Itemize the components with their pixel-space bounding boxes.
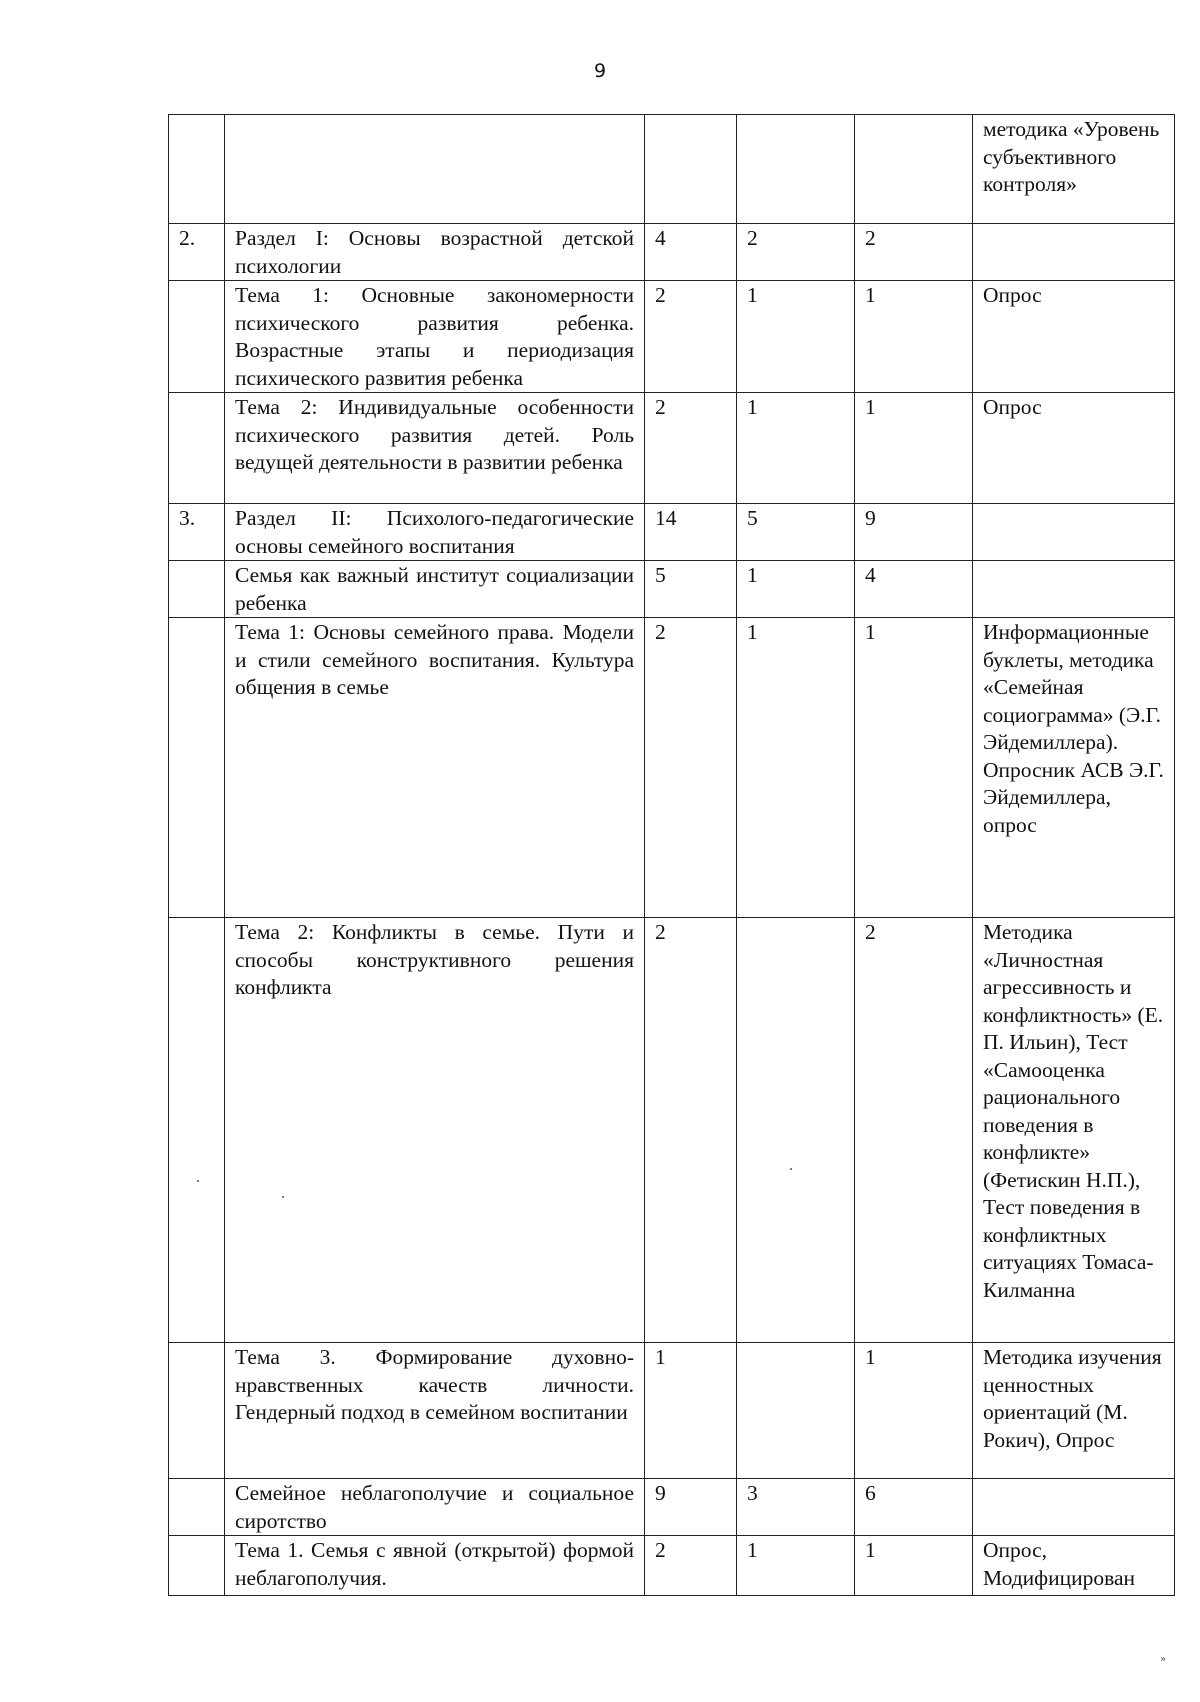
total-hours-cell: 2 — [645, 1536, 737, 1596]
theory-hours-cell — [737, 1343, 855, 1479]
theory-hours-cell: 2 — [737, 224, 855, 281]
practice-hours-cell — [855, 115, 973, 224]
practice-hours-cell: 9 — [855, 504, 973, 561]
total-hours-cell: 4 — [645, 224, 737, 281]
corner-mark: » — [1160, 1654, 1167, 1665]
topic-title-cell: Тема 2: Конфликты в семье. Пути и способы конструктивного решения конфликта — [225, 918, 645, 1343]
practice-hours-cell: 1 — [855, 281, 973, 393]
page-number: 9 — [593, 60, 607, 82]
theory-hours-cell: 1 — [737, 393, 855, 504]
topic-title-cell: Раздел II: Психолого-педагогические основы семейного воспитания — [225, 504, 645, 561]
row-number-cell — [169, 561, 225, 618]
practice-hours-cell: 4 — [855, 561, 973, 618]
topic-title-cell: Тема 1: Основы семейного права. Модели и стили семейного воспитания. Культура общения в семье — [225, 618, 645, 918]
total-hours-cell: 2 — [645, 393, 737, 504]
total-hours-cell: 1 — [645, 1343, 737, 1479]
scan-speck — [790, 1168, 792, 1170]
practice-hours-cell: 6 — [855, 1479, 973, 1536]
control-forms-cell: Информационные буклеты, методика «Семейная социограмма» (Э.Г. Эйдемиллера). Опросник АСВ Э.Г. Эйдемиллера, опрос — [973, 618, 1175, 918]
control-forms-cell — [973, 504, 1175, 561]
total-hours-cell: 14 — [645, 504, 737, 561]
theory-hours-cell: 5 — [737, 504, 855, 561]
table-row — [169, 115, 1175, 224]
table-row — [169, 504, 1175, 561]
table-row — [169, 224, 1175, 281]
control-forms-cell: Методика изучения ценностных ориентаций (М. Рокич), Опрос — [973, 1343, 1175, 1479]
topic-title-cell — [225, 115, 645, 224]
practice-hours-cell: 2 — [855, 918, 973, 1343]
theory-hours-cell: 1 — [737, 281, 855, 393]
control-forms-cell — [973, 224, 1175, 281]
total-hours-cell: 5 — [645, 561, 737, 618]
row-number-cell — [169, 393, 225, 504]
theory-hours-cell: 3 — [737, 1479, 855, 1536]
row-number-cell — [169, 918, 225, 1343]
table-row — [169, 1343, 1175, 1479]
control-forms-cell: Опрос, Модифицирован — [973, 1536, 1175, 1596]
topic-title-cell: Семья как важный институт социализации ребенка — [225, 561, 645, 618]
theory-hours-cell — [737, 918, 855, 1343]
theory-hours-cell: 1 — [737, 1536, 855, 1596]
table-row — [169, 281, 1175, 393]
total-hours-cell — [645, 115, 737, 224]
topic-title-cell: Семейное неблагополучие и социальное сиротство — [225, 1479, 645, 1536]
total-hours-cell: 2 — [645, 281, 737, 393]
row-number-cell — [169, 1536, 225, 1596]
control-forms-cell — [973, 561, 1175, 618]
topic-title-cell: Раздел I: Основы возрастной детской психологии — [225, 224, 645, 281]
topic-title-cell: Тема 1: Основные закономерности психического развития ребенка. Возрастные этапы и периодизация психического развития ребенка — [225, 281, 645, 393]
scan-speck — [197, 1180, 199, 1182]
practice-hours-cell: 1 — [855, 1536, 973, 1596]
practice-hours-cell: 1 — [855, 393, 973, 504]
total-hours-cell: 2 — [645, 618, 737, 918]
total-hours-cell: 2 — [645, 918, 737, 1343]
total-hours-cell: 9 — [645, 1479, 737, 1536]
table-row — [169, 393, 1175, 504]
table-row — [169, 918, 1175, 1343]
table-row — [169, 561, 1175, 618]
control-forms-cell: Опрос — [973, 393, 1175, 504]
topic-title-cell: Тема 1. Семья с явной (открытой) формой неблагополучия. — [225, 1536, 645, 1596]
theory-hours-cell — [737, 115, 855, 224]
control-forms-cell: Опрос — [973, 281, 1175, 393]
practice-hours-cell: 1 — [855, 618, 973, 918]
practice-hours-cell: 1 — [855, 1343, 973, 1479]
control-forms-cell: Методика «Личностная агрессивность и конфликтность» (Е. П. Ильин), Тест «Самооценка рационального поведения в конфликте» (Фетискин Н.П.), Тест поведения в конфликтных ситуациях Томаса-Килманна — [973, 918, 1175, 1343]
table-row — [169, 618, 1175, 918]
theory-hours-cell: 1 — [737, 618, 855, 918]
row-number-cell — [169, 1479, 225, 1536]
row-number-cell — [169, 115, 225, 224]
row-number-cell — [169, 1343, 225, 1479]
scan-speck — [282, 1196, 284, 1198]
row-number-cell — [169, 618, 225, 918]
row-number-cell: 3. — [169, 504, 225, 561]
practice-hours-cell: 2 — [855, 224, 973, 281]
table-row — [169, 1479, 1175, 1536]
topic-title-cell: Тема 3. Формирование духовно-нравственных качеств личности. Гендерный подход в семейном воспитании — [225, 1343, 645, 1479]
row-number-cell — [169, 281, 225, 393]
theory-hours-cell: 1 — [737, 561, 855, 618]
row-number-cell: 2. — [169, 224, 225, 281]
program-plan-table — [168, 114, 1175, 1596]
control-forms-cell — [973, 1479, 1175, 1536]
topic-title-cell: Тема 2: Индивидуальные особенности психического развития детей. Роль ведущей деятельности в развитии ребенка — [225, 393, 645, 504]
control-forms-cell: методика «Уровень субъективного контроля» — [973, 115, 1175, 224]
table-row — [169, 1536, 1175, 1596]
